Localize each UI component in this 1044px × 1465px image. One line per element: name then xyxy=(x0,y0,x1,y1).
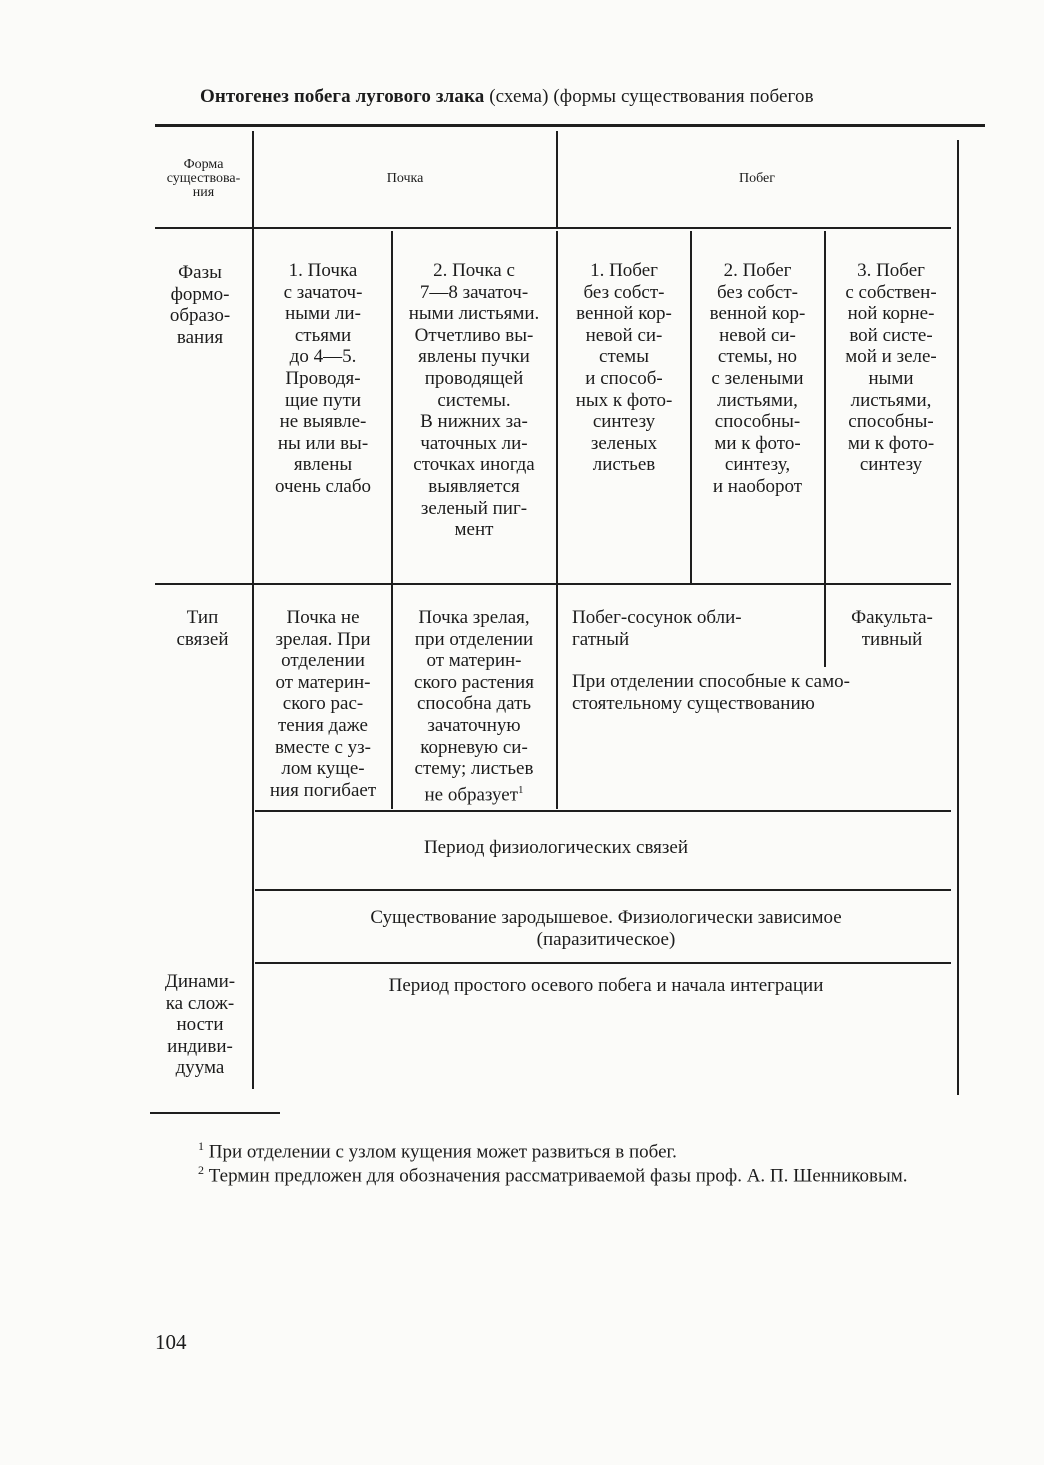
header-bud: Почка xyxy=(386,171,424,186)
period-physiological: Период физиологических связей xyxy=(423,837,689,858)
table-title-bold: Онтогенез побега лугового злака xyxy=(200,86,485,107)
header-shoot: Побег xyxy=(738,171,775,186)
phase-shoot-2: 2. Побег без собст- венной кор- невой си- стемы, но с зелеными листьями, способны- ми к фото- синтезу, и наоборот xyxy=(709,260,806,497)
row-label-dynamics: Динами- ка слож- ности индиви- дуума xyxy=(164,971,236,1079)
phases-bottom-rule xyxy=(155,583,951,585)
table-title xyxy=(200,86,990,108)
page-number: 104 xyxy=(155,1330,187,1354)
link-shoot-obligate: Побег-сосунок обли- гатный xyxy=(572,607,742,650)
row-label-links: Тип связей xyxy=(176,607,229,650)
existence-bottom-rule xyxy=(255,962,951,964)
col-divider-label xyxy=(252,131,254,1089)
phase-shoot-3: 3. Побег с собствен- ной корне- вой систе- мой и зеле- ными листьями, способны- ми к фото- синтезу xyxy=(845,260,937,476)
header-rule xyxy=(155,227,951,229)
footnote-1-text: При отделении с узлом кущения может развиться в побег. xyxy=(208,1141,677,1163)
footnote-ref-1: 1 xyxy=(518,783,524,796)
link-shoot-independent: При отделении способные к само- стоятельному существованию xyxy=(572,671,850,714)
link-shoot-facultative: Факульта- тивный xyxy=(851,607,933,650)
phase-bud-1: 1. Почка с зачаточ- ными ли- стьями до 4—5. Проводя- щие пути не выявле- ны или вы- явлены очень слабо xyxy=(274,260,372,497)
top-rule xyxy=(155,124,985,127)
footnote-2-mark: 2 xyxy=(198,1163,204,1177)
header-form-label: Форма существова- ния xyxy=(166,157,241,200)
footnote-1-mark: 1 xyxy=(198,1139,204,1153)
link-bud-immature: Почка не зрелая. При отделении от материн- ского рас- тения даже вместе с уз- лом куще- ния погибает xyxy=(269,607,377,801)
footnote-2-text: Термин предложен для обозначения рассматриваемой фазы проф. А. П. Шенниковым. xyxy=(208,1165,908,1187)
table-title-rest: (схема) (формы существования побегов xyxy=(489,86,814,107)
dynamics-text: Период простого осевого побега и начала интеграции xyxy=(388,975,824,996)
right-border xyxy=(957,140,959,1095)
phase-shoot-1: 1. Побег без собст- венной кор- невой си- стемы и способ- ных к фото- синтезу зеленых листьев xyxy=(575,260,673,476)
phase-bud-2: 2. Почка с 7—8 зачаточ- ными листьями. Отчетливо вы- явлены пучки проводящей системы. В нижних за- чаточных ли- сточках иногда выявляется зеленый пиг- мент xyxy=(408,260,540,541)
footnote-2 xyxy=(155,1158,955,1188)
col-divider-shoot-phases-a xyxy=(556,231,558,809)
link-bud-mature-text: Почка зрелая, при отделении от материн- ского растения способна дать зачаточную корневую си- стему; листьев не образует xyxy=(414,607,534,806)
existence-embryonic: Существование зародышевое. Физиологически зависимое (паразитическое) xyxy=(370,907,842,950)
row-label-phases: Фазы формо- образо- вания xyxy=(169,262,231,348)
links-bottom-rule xyxy=(255,810,951,812)
footnote-rule xyxy=(150,1112,280,1114)
period-bottom-rule xyxy=(255,889,951,891)
link-bud-mature xyxy=(393,607,555,806)
